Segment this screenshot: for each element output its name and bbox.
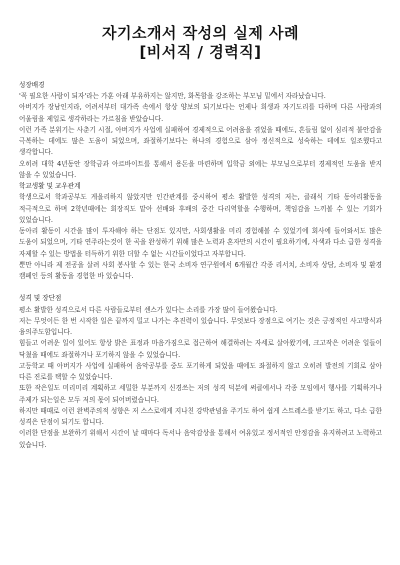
paragraph: 동아리 활동이 시간을 많이 투자해야 하는 단점도 있지만, 사회생활을 미리 경험해볼 수 있었기에 회사에 들어와서도 많은 도움이 되었으며, 기타 연주라는것이 한 곡을 완성하기 위해 많은 노력과 혼자만의 시간이 필요하기에, 사색과 다소 급한 성격을 자제할 수 있는 방법을 터득하기 위한 더할 수 없는 시간들이었다고 자부합니다. bbox=[19, 227, 382, 258]
paragraph: 뿐만 아니라 제 전공을 살려 사회 봉사할 수 있는 한국 소비자 연구원에서 6개월간 각종 리서치, 소비자 상담, 소비자 및 환경 캠페인 등의 활동을 경험한 바 있습니다. bbox=[19, 260, 382, 281]
paragraph: 또한 작은일도 미리미리 계획하고 세밀한 부분까지 신경쓰는 저의 성격 덕분에 써클에서나 각종 모임에서 행사를 기획하거나 주제가 되는일은 모두 저의 몫이 되어버렸습니다. bbox=[19, 384, 382, 404]
paragraph: 아버지가 장남인지라, 어려서부터 대가족 속에서 항상 양보의 되기보다는 언제나 희생과 자기도리를 다하며 다른 사람과의 어울림을 제일로 생각하라는 가르침을 받았습니다. bbox=[19, 103, 382, 123]
paragraph: 오히려 대학 4년동안 장학금과 아르바이트를 통해서 용돈을 마련하며 입학금 외에는 부모님으로부터 경제적인 도움을 받지 않을 수 있었습니다. bbox=[19, 159, 382, 179]
paragraph: 고등학교 때 아버지가 사업에 실패하여 음악공부를 중도 포기하게 되었을 때에도 좌절하지 않고 오히려 발전의 기회로 삼아 다른 진로를 택할 수 있었습니다. bbox=[19, 361, 382, 382]
title-spacer bbox=[19, 62, 382, 80]
section-heading: 성격 및 장단점 bbox=[19, 294, 62, 303]
paragraph: 힘들고 어려운 일이 있어도 항상 밝은 표정과 마음가짐으로 접근하여 해결하려는 자세로 살아왔기에, 크고작은 어려운 일들이 닥쳤을 때에도 좌절하거나 포기하지 않을 수 있었습니다. bbox=[19, 339, 382, 359]
paragraph: 이러한 단점을 보완하기 위해서 시간이 날 때마다 독서나 음악감상을 통해서 여유있고 정서적인 안정감을 유지하려고 노력하고 있습니다. bbox=[19, 429, 382, 449]
section-heading: 학교생활 및 교우관계 bbox=[19, 182, 81, 191]
paragraph: 하지만 때때로 이런 완벽주의적 성향은 저 스스로에게 지나친 강박관념을 주기도 하여 쉽게 스트레스를 받기도 하고, 다소 급한 성격은 단점이 되기도 합니다. bbox=[19, 406, 382, 427]
paragraph: 이런 가족 분위기는 사춘기 시절, 아버지가 사업에 실패하여 경제적으로 어려움을 겪었을 때에도, 흔들림 없이 심리적 불안감을 극복하는 데에도 많은 도움이 되었으며, 좌절하기보다는 하나의 경험으로 삼아 정신적으로 성숙하는 데에도 일조했다고 생각합니다. bbox=[19, 125, 382, 157]
section-gap bbox=[19, 282, 382, 293]
document-title: 자기소개서 작성의 실제 사례 bbox=[101, 24, 300, 42]
paragraph: 저는 무엇이든 한 번 시작한 일은 끝까지 밀고 나가는 추진력이 있습니다. 무엇보다 장점으로 여기는 것은 긍정적인 사고방식과 융의주도함입니다. bbox=[19, 316, 382, 337]
paragraph: 평소 활발한 성격으로서 다른 사람들로부터 센스가 있다는 소리를 가장 많이 들어왔습니다. bbox=[19, 305, 278, 314]
paragraph: '꼭 필요한 사람이 되자'라는 가훈 아래 부유하지는 않지만, 화목함을 강조하는 부모님 밑에서 자라났습니다. bbox=[19, 92, 326, 101]
paragraph: 학생으로서 학과공부도 게을리하지 않았지만 인간관계를 중시하여 평소 활발한 성격의 저는, 클래식 기타 동아리활동을 적극적으로 하며 2학년때에는 회장직도 맡아 선배와 후배의 중간 다리역할을 수행하며, 책임감을 느끼볼 수 있는 기회가 있었습니다. bbox=[19, 193, 382, 224]
section-heading: 성장배경 bbox=[19, 81, 45, 89]
document-subtitle: [비서직 / 경력직] bbox=[139, 43, 262, 61]
